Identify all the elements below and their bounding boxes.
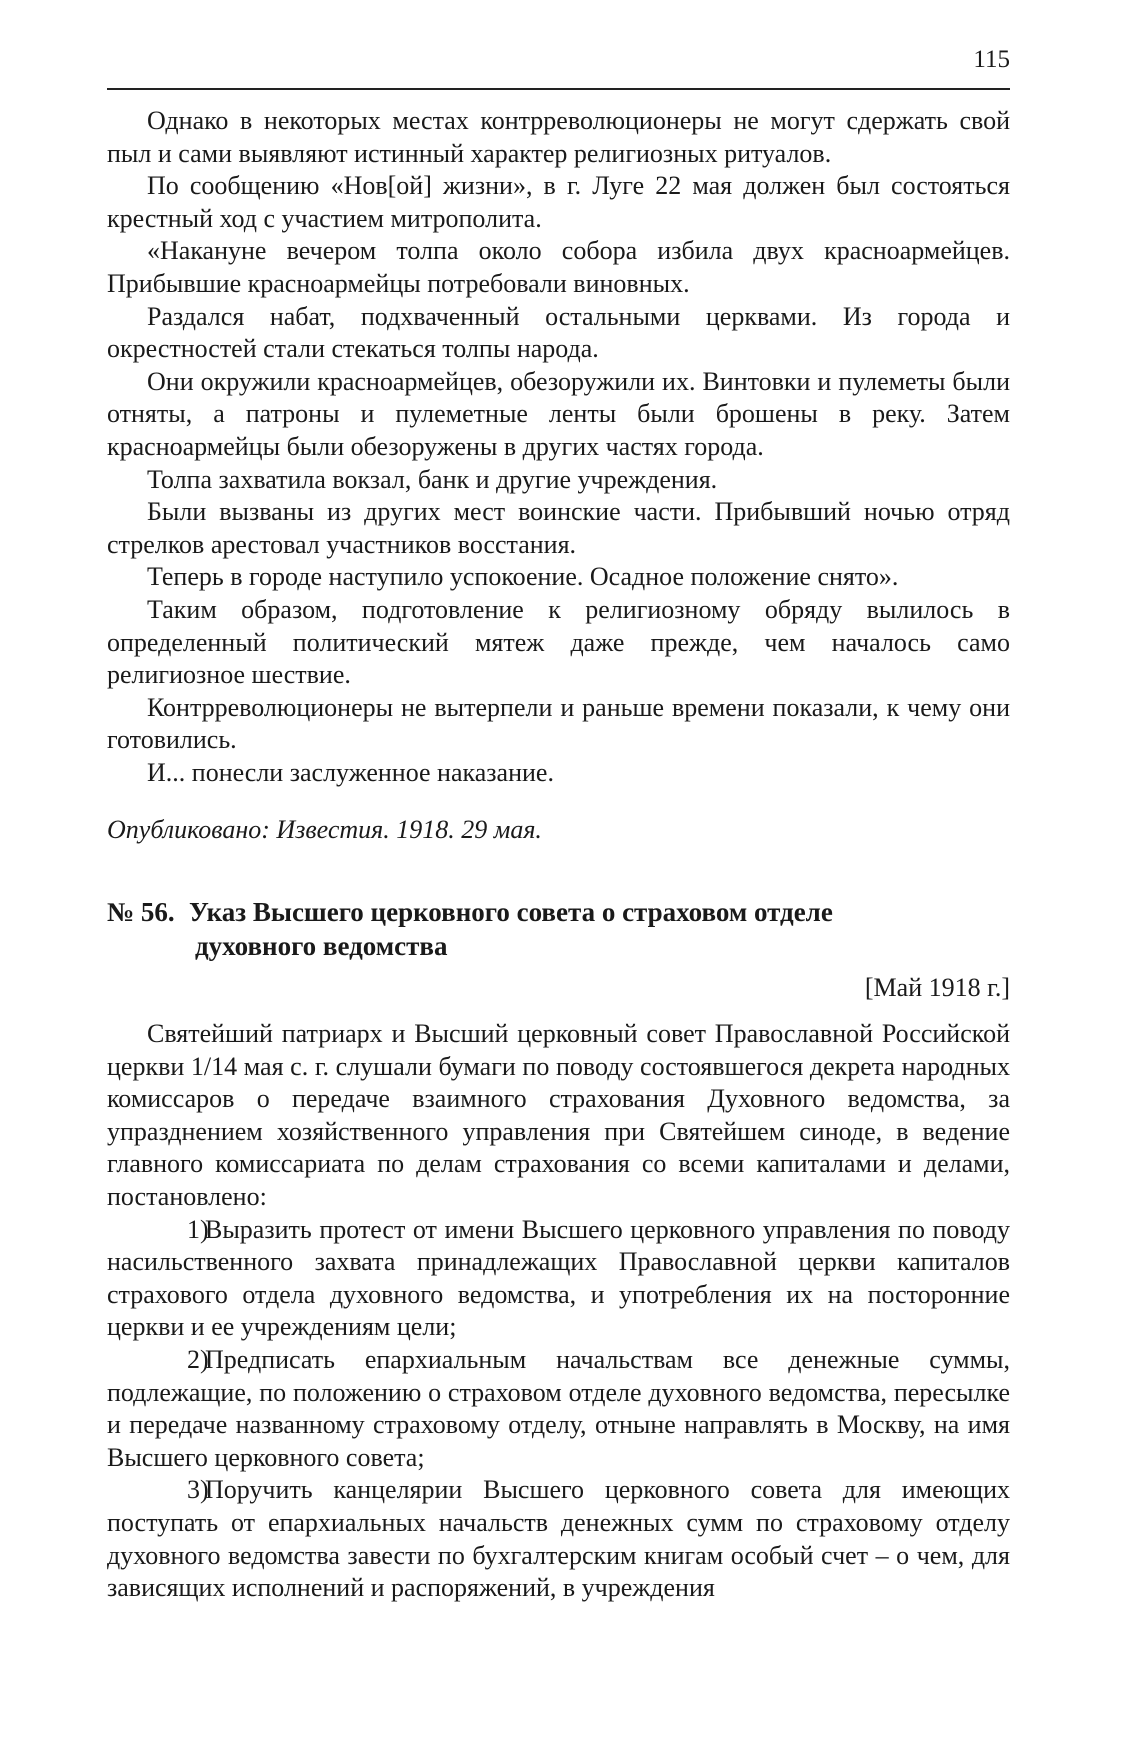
intro-paragraph: Святейший патриарх и Высший церковный совет Православной Российской церкви 1/14 мая с. г. слушали бумаги по поводу состоявшегося декрета народных комиссаров о передаче взаимного страхования Духовного ведомства, за упразднением хозяйственного управления при Святейшем синоде, в ведение главного комиссариата по делам страхования со всеми капиталами и делами, постановлено:	[107, 1019, 1010, 1211]
paragraph: Контрреволюционеры не вытерпели и раньше времени показали, к чему они готовились.	[107, 692, 1010, 755]
paragraph: Таким образом, подготовление к религиозному обряду вылилось в определенный политический мятеж даже прежде, чем началось само религиозное шествие.	[107, 594, 1010, 690]
paragraph: Однако в некоторых местах контрреволюционеры не могут сдержать свой пыл и сами выявляют истинный характер религиозных ритуалов.	[107, 106, 1010, 168]
item-marker: 3)	[187, 1475, 209, 1505]
list-item	[107, 1214, 1010, 1344]
document-text	[107, 1018, 1010, 1605]
item-text: Предписать епархиальным начальствам все денежные суммы, подлежащие, по положению о страховом отделе духовного ведомства, пересылке и передаче названному страховому отделу, отныне направлять в Москву, на имя Высшего церковного совета;	[107, 1344, 1010, 1472]
paragraph: По сообщению «Нов[ой] жизни», в г. Луге 22 мая должен был состояться крестный ход с участием митрополита.	[107, 171, 1010, 233]
document-date: [Май 1918 г.]	[864, 973, 1010, 1002]
source-note: Опубликовано: Известия. 1918. 29 мая.	[107, 815, 542, 844]
document-title	[107, 895, 1010, 963]
item-text: Выразить протест от имени Высшего церковного управления по поводу насильственного захвата принадлежащих Православной церкви капиталов страхового отдела духовного ведомства, и употребления их на посторонние церкви и ее учреждениям цели;	[107, 1214, 1010, 1342]
item-text: Поручить канцелярии Высшего церковного совета для имеющих поступать от епархиальных начальств денежных сумм по страховому отделу духовного ведомства завести по бухгалтерским книгам особый счет – о чем, для зависящих исполнений и распоряжений, в учреждения	[107, 1475, 1010, 1603]
paragraph: Были вызваны из других мест воинские части. Прибывший ночью отряд стрелков арестовал участников восстания.	[107, 497, 1010, 559]
list-item	[107, 1474, 1010, 1604]
item-marker: 2)	[187, 1344, 209, 1374]
item-marker: 1)	[187, 1214, 209, 1244]
page-number: 115	[973, 46, 1010, 73]
paragraph: Теперь в городе наступило успокоение. Осадное положение снято».	[147, 562, 899, 592]
document-number: № 56.	[107, 897, 175, 927]
paragraph: Они окружили красноармейцев, обезоружили их. Винтовки и пулеметы были отняты, а патроны и пулеметные ленты были брошены в реку. Затем красноармейцы были обезоружены в других частях города.	[107, 366, 1010, 461]
paragraph: Раздался набат, подхваченный остальными церквами. Из города и окрестностей стали стекаться толпы народа.	[107, 301, 1010, 364]
header-rule	[107, 88, 1010, 90]
article-text	[107, 105, 1010, 789]
paragraph: «Накануне вечером толпа около собора избила двух красноармейцев. Прибывшие красноармейцы потребовали виновных.	[107, 236, 1010, 298]
paragraph: Толпа захватила вокзал, банк и другие учреждения.	[147, 464, 718, 494]
paragraph: И... понесли заслуженное наказание.	[147, 757, 554, 787]
document-title-line2: духовного ведомства	[195, 931, 448, 961]
document-title-line1: Указ Высшего церковного совета о страховом отделе	[189, 897, 833, 927]
list-item	[107, 1344, 1010, 1474]
